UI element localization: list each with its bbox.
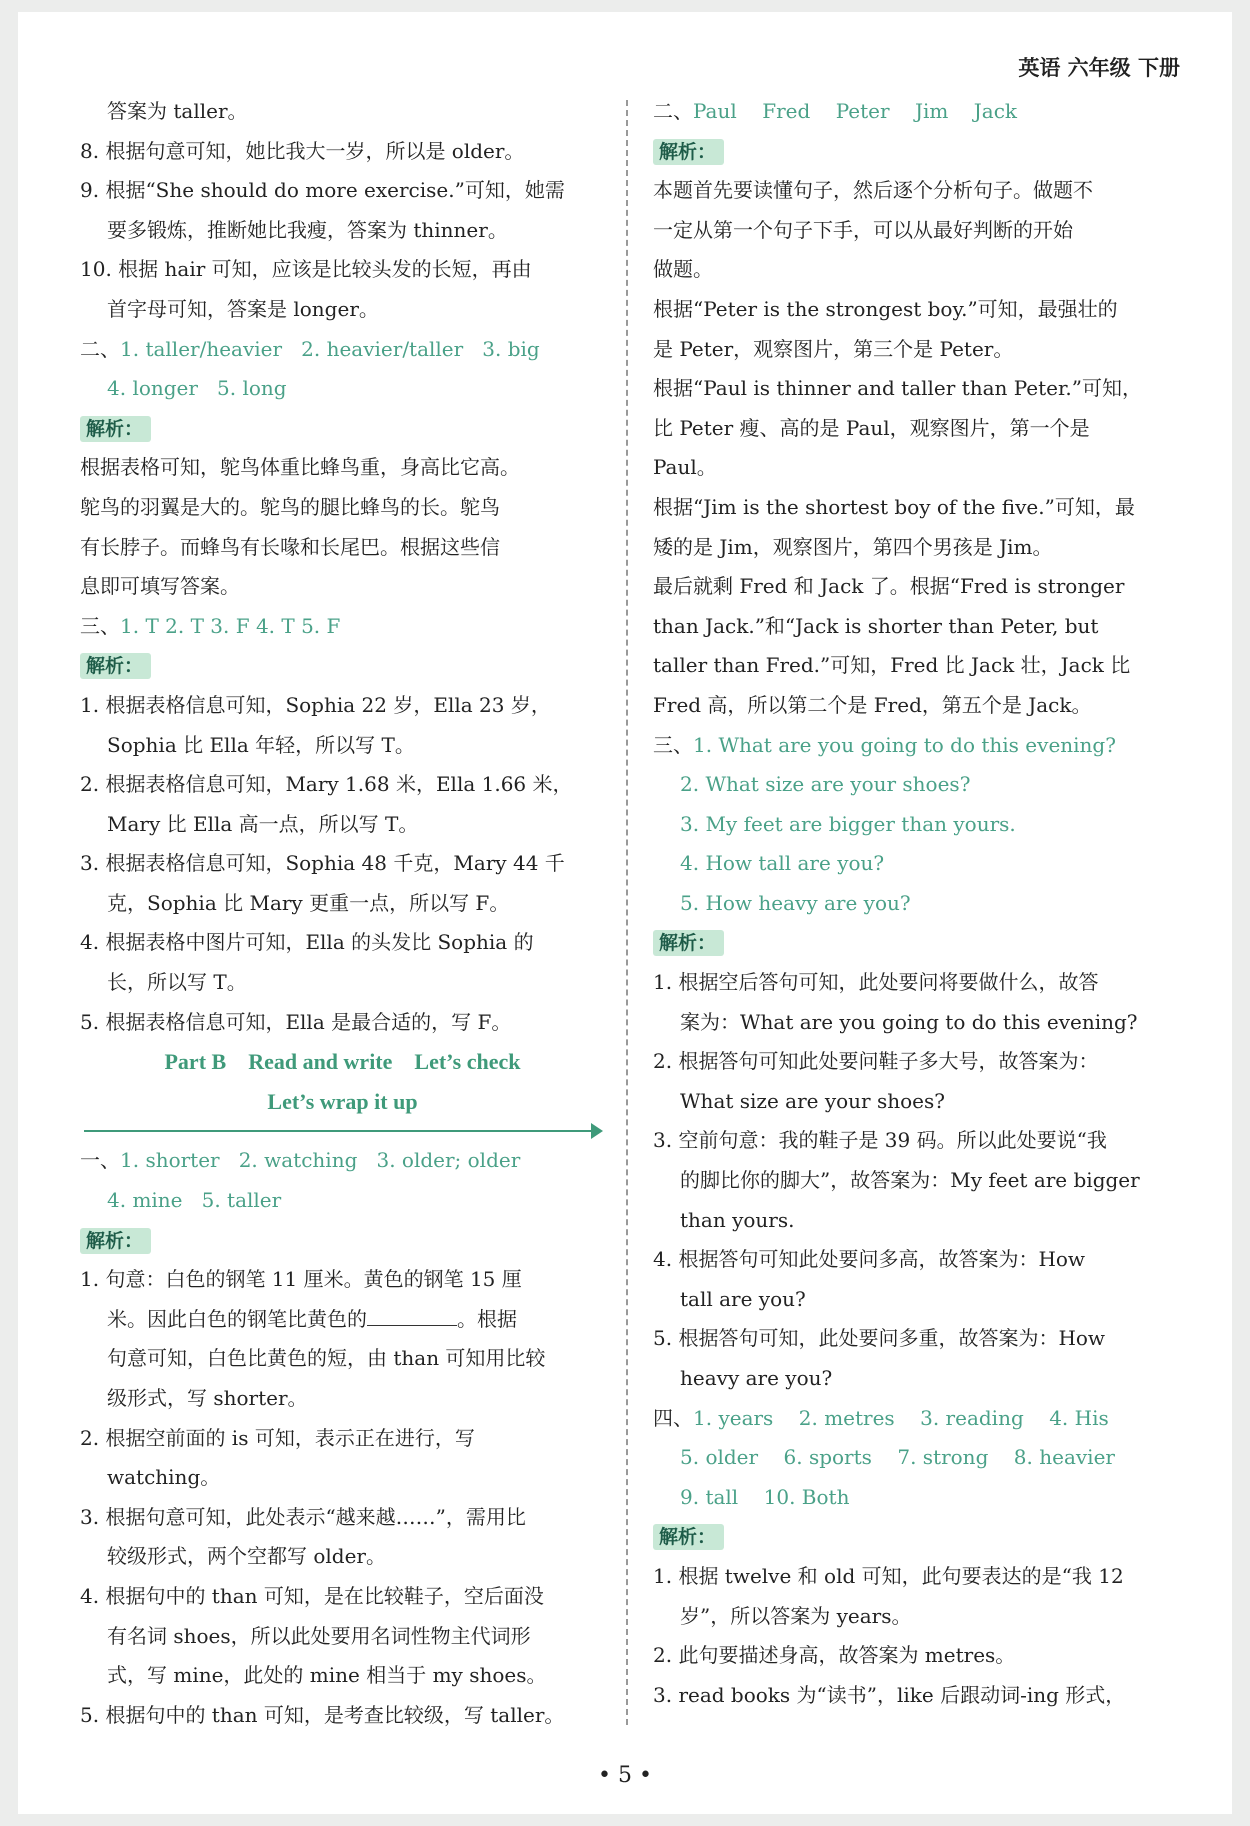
text-line: 有长脖子。而蜂鸟有长喙和长尾巴。根据这些信: [80, 534, 500, 559]
answer: 1. shorter: [120, 1148, 220, 1173]
section-prefix: 三、: [653, 732, 693, 757]
text-line: 案为：What are you going to do this evening?: [680, 1009, 1138, 1034]
page-header: 英语 六年级 下册: [1018, 56, 1180, 80]
answer-line: [80, 607, 605, 647]
text-line: Sophia 比 Ella 年轻，所以写 T。: [107, 732, 415, 757]
text-line: 克，Sophia 比 Mary 更重一点，所以写 F。: [107, 890, 510, 915]
text-line: 9. 根据“She should do more exercise.”可知，她需: [80, 178, 565, 203]
text-line: 5. 根据句中的 than 可知，是考查比较级，写 taller。: [80, 1702, 565, 1727]
section-prefix: 二、: [653, 99, 693, 123]
text-line: 式，写 mine，此处的 mine 相当于 my shoes。: [107, 1663, 547, 1688]
text-line: 要多锻炼，推断她比我瘦，答案为 thinner。: [107, 217, 508, 242]
text-line: 2. 根据空前面的 is 可知，表示正在进行，写: [80, 1425, 475, 1450]
text-line: 矮的是 Jim，观察图片，第四个男孩是 Jim。: [653, 534, 1053, 559]
section-prefix: 一、: [80, 1148, 120, 1173]
text-line: taller than Fred.”可知，Fred 比 Jack 壮，Jack 比: [653, 653, 1131, 678]
text-line: 1. 根据表格信息可知，Sophia 22 岁，Ella 23 岁，: [80, 692, 551, 717]
text-line: 2. 根据表格信息可知，Mary 1.68 米，Ella 1.66 米，: [80, 772, 573, 797]
text-line: What size are your shoes?: [680, 1088, 945, 1113]
answer-line: [80, 330, 605, 370]
analysis-tag: 解析：: [653, 1524, 724, 1550]
answer: 5. long: [217, 376, 287, 401]
text-line: 句意可知，白色比黄色的短，由 than 可知用比较: [107, 1346, 546, 1371]
section-prefix: 三、: [80, 613, 120, 638]
text-line: heavy are you?: [680, 1366, 833, 1390]
answer: 3. big: [482, 336, 540, 361]
answer: 2. heavier/taller: [301, 336, 464, 361]
text-line: 根据“Peter is the strongest boy.”可知，最强壮的: [653, 296, 1118, 321]
analysis-tag: 解析：: [653, 139, 724, 165]
text-line: 鸵鸟的羽翼是大的。鸵鸟的腿比蜂鸟的长。鸵鸟: [80, 494, 500, 519]
answer: 5. How heavy are you?: [680, 890, 911, 915]
text-line: 3. 空前句意：我的鞋子是 39 码。所以此处要说“我: [653, 1128, 1107, 1153]
text-line: 根据“Jim is the shortest boy of the five.”可知，最: [653, 494, 1135, 519]
answer: 1. taller/heavier: [120, 336, 283, 361]
answer: 3. My feet are bigger than yours.: [680, 811, 1016, 836]
text-line: 一定从第一个句子下手，可以从最好判断的开始: [653, 217, 1073, 242]
text-line: 最后就剩 Fred 和 Jack 了。根据“Fred is stronger: [653, 574, 1125, 599]
text-fragment: 米。因此白色的钢笔比黄色的: [107, 1306, 367, 1331]
text-line: 息即可填写答案。: [80, 574, 240, 599]
analysis-tag: 解析：: [80, 416, 151, 442]
answer: 9. tall 10. Both: [680, 1484, 850, 1509]
page-number: • 5 •: [598, 1763, 652, 1788]
section-arrow-rule: [80, 1121, 605, 1141]
text-fragment: 。根据: [457, 1306, 517, 1331]
text-line: Paul。: [653, 455, 717, 480]
answer: 3. older; older: [376, 1148, 521, 1173]
analysis-tag-row: [80, 646, 605, 686]
text-line: 本题首先要读懂句子，然后逐个分析句子。做题不: [653, 178, 1093, 203]
text-line: 是 Peter，观察图片，第三个是 Peter。: [653, 336, 1014, 361]
answer-line: [653, 1399, 1178, 1439]
analysis-tag-row: [653, 132, 1178, 172]
text-line: 长，所以写 T。: [107, 970, 247, 995]
analysis-tag: 解析：: [80, 653, 151, 679]
text-line: 的脚比你的脚大”，故答案为：My feet are bigger: [680, 1168, 1140, 1193]
section-prefix: 二、: [80, 336, 120, 361]
answer: 2. watching: [238, 1148, 358, 1173]
left-column: [80, 92, 605, 1735]
answer: 1. What are you going to do this evening?: [693, 732, 1116, 757]
text-line: 10. 根据 hair 可知，应该是比较头发的长短，再由: [80, 257, 532, 282]
text-line: 答案为 taller。: [107, 99, 248, 123]
text-line: 做题。: [653, 257, 713, 282]
part-heading: Part B Read and write Let’s check: [164, 1049, 521, 1075]
answer: 5. older 6. sports 7. strong 8. heavier: [680, 1445, 1115, 1470]
text-line: Fred 高，所以第二个是 Fred，第五个是 Jack。: [653, 692, 1092, 717]
text-line: 根据“Paul is thinner and taller than Peter.”可知，: [653, 376, 1142, 401]
text-line: 3. 根据表格信息可知，Sophia 48 千克，Mary 44 千: [80, 851, 565, 876]
text-line: 首字母可知，答案是 longer。: [107, 296, 379, 321]
right-column: [653, 92, 1178, 1715]
answer: 5. taller: [201, 1188, 282, 1213]
text-line: 3. 根据句意可知，此处表示“越来越……”，需用比: [80, 1504, 526, 1529]
analysis-tag: 解析：: [653, 930, 724, 956]
answer: 4. longer: [107, 376, 198, 401]
text-line: than yours.: [680, 1207, 795, 1232]
answer-line: [80, 369, 605, 409]
text-line: 岁”，所以答案为 years。: [680, 1603, 912, 1628]
answer: Paul Fred Peter Jim Jack: [693, 99, 1018, 123]
answer: 4. mine: [107, 1188, 183, 1213]
analysis-tag-row: [653, 923, 1178, 963]
answer-line: [653, 92, 1178, 132]
text-line: 8. 根据句意可知，她比我大一岁，所以是 older。: [80, 138, 525, 163]
text-line: 比 Peter 瘦、高的是 Paul，观察图片，第一个是: [653, 415, 1090, 440]
column-divider: [626, 100, 628, 1725]
text-line: 2. 根据答句可知此处要问鞋子多大号，故答案为：: [653, 1049, 1099, 1074]
answer: 1. T 2. T 3. F 4. T 5. F: [120, 613, 341, 638]
text-line: 4. 根据答句可知此处要问多高，故答案为：How: [653, 1247, 1086, 1272]
text-line: 级形式，写 shorter。: [107, 1386, 308, 1410]
part-subheading: Let’s wrap it up: [267, 1088, 418, 1114]
analysis-tag: 解析：: [80, 1228, 151, 1254]
fill-blank: [367, 1307, 457, 1326]
analysis-tag-row: [80, 1221, 605, 1261]
text-line: watching。: [107, 1465, 221, 1490]
text-line: 4. 根据表格中图片可知，Ella 的头发比 Sophia 的: [80, 930, 534, 955]
text-line: 1. 根据空后答句可知，此处要问将要做什么，故答: [653, 970, 1099, 995]
section-prefix: 四、: [653, 1405, 693, 1430]
text-line: Mary 比 Ella 高一点，所以写 T。: [107, 811, 419, 836]
text-line: 5. 根据答句可知，此处要问多重，故答案为：How: [653, 1326, 1106, 1351]
answer-line: [653, 726, 1178, 766]
analysis-tag-row: [653, 1517, 1178, 1557]
answer: 2. What size are your shoes?: [680, 772, 971, 797]
text-line: 有名词 shoes，所以此处要用名词性物主代词形: [107, 1623, 531, 1648]
text-line: 1. 根据 twelve 和 old 可知，此句要表达的是“我 12: [653, 1563, 1124, 1588]
text-line: 根据表格可知，鸵鸟体重比蜂鸟重，身高比它高。: [80, 455, 520, 480]
analysis-tag-row: [80, 409, 605, 449]
answer-line: [80, 1141, 605, 1181]
text-line: than Jack.”和“Jack is shorter than Peter, but: [653, 613, 1099, 638]
text-line: 4. 根据句中的 than 可知，是在比较鞋子，空后面没: [80, 1583, 544, 1608]
text-line: 较级形式，两个空都写 older。: [107, 1544, 386, 1569]
answer: 1. years 2. metres 3. reading 4. His: [693, 1405, 1109, 1430]
text-line: [80, 1300, 605, 1340]
text-line: tall are you?: [680, 1286, 806, 1311]
answer: 4. How tall are you?: [680, 851, 885, 876]
answer-line: [80, 1181, 605, 1221]
text-line: 2. 此句要描述身高，故答案为 metres。: [653, 1643, 1016, 1668]
text-line: 5. 根据表格信息可知，Ella 是最合适的，写 F。: [80, 1009, 512, 1034]
text-line: 1. 句意：白色的钢笔 11 厘米。黄色的钢笔 15 厘: [80, 1267, 522, 1292]
text-line: 3. read books 为“读书”，like 后跟动词-ing 形式，: [653, 1682, 1126, 1707]
